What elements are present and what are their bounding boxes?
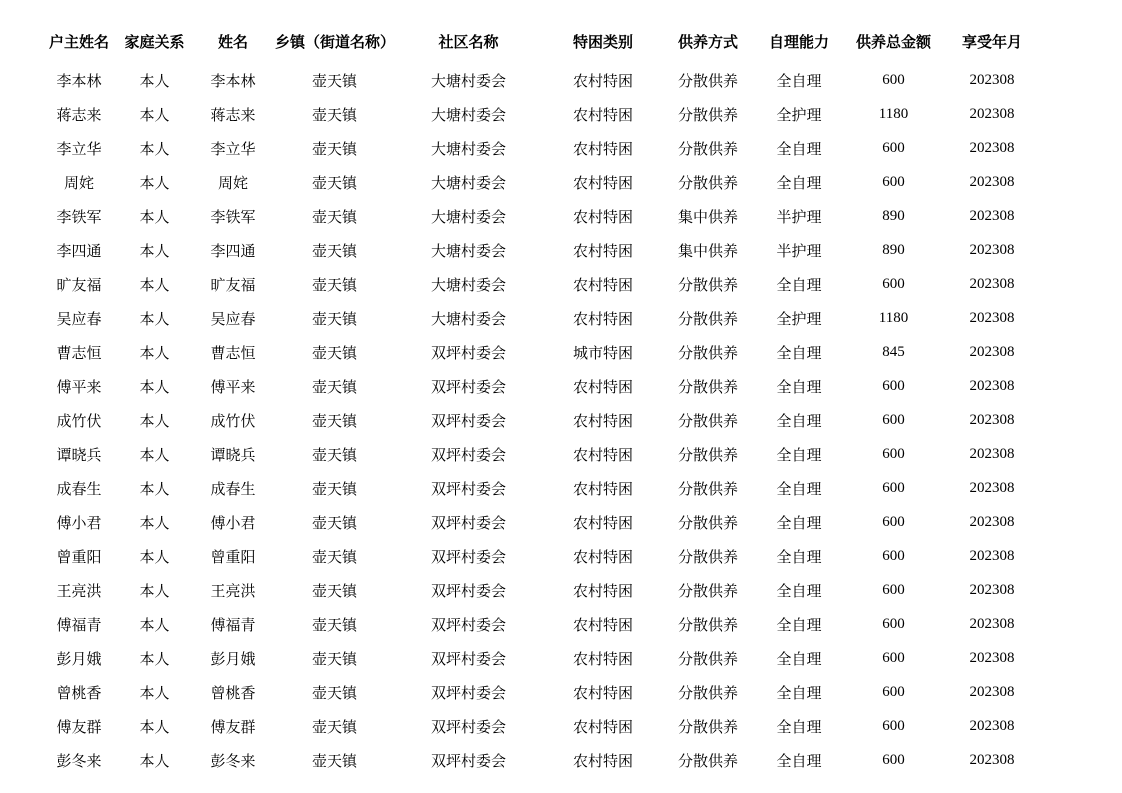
cell-householder: 曹志恒 <box>56 345 102 362</box>
cell-period: 202308 <box>969 751 1015 768</box>
cell-relation: 本人 <box>139 583 170 600</box>
cell-householder: 蒋志来 <box>56 107 102 124</box>
cell-category: 农村特困 <box>572 141 633 158</box>
cell-period: 202308 <box>969 241 1015 258</box>
cell-period: 202308 <box>969 207 1015 224</box>
table-row <box>40 641 1042 675</box>
cell-period: 202308 <box>969 615 1015 632</box>
cell-amount: 600 <box>882 547 905 564</box>
cell-amount: 600 <box>882 71 905 88</box>
cell-period: 202308 <box>969 377 1015 394</box>
cell-relation: 本人 <box>139 685 170 702</box>
cell-period: 202308 <box>969 71 1015 88</box>
cell-period: 202308 <box>969 649 1015 666</box>
cell-support_method: 分散供养 <box>677 141 738 158</box>
table-body <box>40 63 1042 777</box>
cell-support_method: 分散供养 <box>677 515 738 532</box>
cell-township: 壶天镇 <box>311 753 357 770</box>
cell-amount: 890 <box>882 241 905 258</box>
cell-name: 周姹 <box>217 175 248 192</box>
table-row <box>40 165 1042 199</box>
cell-category: 农村特困 <box>572 583 633 600</box>
cell-householder: 曾重阳 <box>56 549 102 566</box>
cell-relation: 本人 <box>139 73 170 90</box>
cell-township: 壶天镇 <box>311 107 357 124</box>
cell-amount: 1180 <box>878 105 909 122</box>
cell-relation: 本人 <box>139 141 170 158</box>
cell-householder: 傅福青 <box>56 617 102 634</box>
cell-selfcare: 全自理 <box>776 549 822 566</box>
cell-householder: 李本林 <box>56 73 102 90</box>
cell-selfcare: 全自理 <box>776 73 822 90</box>
cell-name: 傅福青 <box>210 617 256 634</box>
cell-relation: 本人 <box>139 549 170 566</box>
cell-category: 农村特困 <box>572 651 633 668</box>
table-row <box>40 539 1042 573</box>
cell-township: 壶天镇 <box>311 685 357 702</box>
cell-community: 双坪村委会 <box>430 583 506 600</box>
cell-community: 双坪村委会 <box>430 515 506 532</box>
cell-category: 农村特困 <box>572 311 633 328</box>
table-row <box>40 403 1042 437</box>
cell-amount: 600 <box>882 649 905 666</box>
cell-name: 李立华 <box>210 141 256 158</box>
table-row <box>40 97 1042 131</box>
cell-category: 农村特困 <box>572 107 633 124</box>
cell-community: 大塘村委会 <box>430 73 506 90</box>
cell-selfcare: 全自理 <box>776 753 822 770</box>
cell-selfcare: 全自理 <box>776 175 822 192</box>
column-header-community: 社区名称 <box>438 35 499 51</box>
cell-township: 壶天镇 <box>311 379 357 396</box>
cell-community: 双坪村委会 <box>430 617 506 634</box>
cell-name: 王亮洪 <box>210 583 256 600</box>
cell-township: 壶天镇 <box>311 651 357 668</box>
cell-township: 壶天镇 <box>311 73 357 90</box>
cell-householder: 曾桃香 <box>56 685 102 702</box>
cell-period: 202308 <box>969 275 1015 292</box>
cell-category: 农村特困 <box>572 175 633 192</box>
welfare-recipients-table <box>40 0 1042 777</box>
cell-name: 彭月娥 <box>210 651 256 668</box>
table-row <box>40 369 1042 403</box>
cell-name: 成竹伏 <box>210 413 256 430</box>
cell-category: 农村特困 <box>572 379 633 396</box>
cell-selfcare: 全自理 <box>776 583 822 600</box>
cell-amount: 600 <box>882 513 905 530</box>
cell-township: 壶天镇 <box>311 481 357 498</box>
cell-township: 壶天镇 <box>311 549 357 566</box>
cell-relation: 本人 <box>139 719 170 736</box>
cell-amount: 600 <box>882 683 905 700</box>
cell-period: 202308 <box>969 343 1015 360</box>
cell-relation: 本人 <box>139 379 170 396</box>
cell-selfcare: 半护理 <box>776 209 822 226</box>
cell-amount: 600 <box>882 479 905 496</box>
cell-name: 李四通 <box>210 243 256 260</box>
cell-selfcare: 全自理 <box>776 651 822 668</box>
cell-relation: 本人 <box>139 243 170 260</box>
cell-relation: 本人 <box>139 209 170 226</box>
cell-name: 曹志恒 <box>210 345 256 362</box>
cell-support_method: 分散供养 <box>677 447 738 464</box>
cell-period: 202308 <box>969 411 1015 428</box>
table-row <box>40 63 1042 97</box>
table-row <box>40 607 1042 641</box>
cell-name: 彭冬来 <box>210 753 256 770</box>
table-row <box>40 743 1042 777</box>
cell-householder: 谭晓兵 <box>56 447 102 464</box>
column-header-period: 享受年月 <box>961 35 1022 51</box>
cell-community: 大塘村委会 <box>430 243 506 260</box>
cell-category: 农村特困 <box>572 481 633 498</box>
cell-name: 李本林 <box>210 73 256 90</box>
column-header-name: 姓名 <box>217 35 248 51</box>
cell-support_method: 分散供养 <box>677 617 738 634</box>
cell-name: 成春生 <box>210 481 256 498</box>
cell-support_method: 分散供养 <box>677 549 738 566</box>
cell-support_method: 集中供养 <box>677 209 738 226</box>
column-header-category: 特困类别 <box>572 35 633 51</box>
cell-category: 农村特困 <box>572 243 633 260</box>
cell-category: 农村特困 <box>572 277 633 294</box>
cell-amount: 600 <box>882 173 905 190</box>
cell-township: 壶天镇 <box>311 277 357 294</box>
cell-name: 傅平来 <box>210 379 256 396</box>
table-row <box>40 233 1042 267</box>
cell-category: 农村特困 <box>572 413 633 430</box>
cell-relation: 本人 <box>139 175 170 192</box>
column-header-support_method: 供养方式 <box>677 35 738 51</box>
cell-township: 壶天镇 <box>311 413 357 430</box>
table-row <box>40 301 1042 335</box>
cell-community: 大塘村委会 <box>430 311 506 328</box>
cell-period: 202308 <box>969 173 1015 190</box>
cell-name: 傅小君 <box>210 515 256 532</box>
cell-community: 大塘村委会 <box>430 209 506 226</box>
table-row <box>40 505 1042 539</box>
cell-householder: 吴应春 <box>56 311 102 328</box>
cell-support_method: 分散供养 <box>677 685 738 702</box>
cell-community: 双坪村委会 <box>430 685 506 702</box>
cell-category: 农村特困 <box>572 685 633 702</box>
cell-community: 双坪村委会 <box>430 345 506 362</box>
cell-amount: 600 <box>882 377 905 394</box>
cell-township: 壶天镇 <box>311 141 357 158</box>
cell-community: 大塘村委会 <box>430 277 506 294</box>
cell-support_method: 分散供养 <box>677 277 738 294</box>
cell-amount: 600 <box>882 615 905 632</box>
cell-relation: 本人 <box>139 753 170 770</box>
cell-selfcare: 全自理 <box>776 447 822 464</box>
column-header-selfcare: 自理能力 <box>768 35 829 51</box>
cell-category: 农村特困 <box>572 617 633 634</box>
cell-householder: 傅小君 <box>56 515 102 532</box>
cell-relation: 本人 <box>139 277 170 294</box>
cell-name: 李铁军 <box>210 209 256 226</box>
cell-community: 双坪村委会 <box>430 481 506 498</box>
table-row <box>40 335 1042 369</box>
cell-relation: 本人 <box>139 413 170 430</box>
column-header-township: 乡镇（街道名称） <box>275 35 396 51</box>
cell-selfcare: 全护理 <box>776 311 822 328</box>
cell-relation: 本人 <box>139 345 170 362</box>
cell-category: 城市特困 <box>572 345 633 362</box>
cell-period: 202308 <box>969 513 1015 530</box>
cell-selfcare: 全护理 <box>776 107 822 124</box>
cell-support_method: 分散供养 <box>677 413 738 430</box>
cell-township: 壶天镇 <box>311 617 357 634</box>
cell-amount: 600 <box>882 139 905 156</box>
cell-support_method: 分散供养 <box>677 583 738 600</box>
cell-selfcare: 全自理 <box>776 719 822 736</box>
cell-amount: 600 <box>882 275 905 292</box>
cell-amount: 600 <box>882 717 905 734</box>
cell-support_method: 分散供养 <box>677 719 738 736</box>
cell-period: 202308 <box>969 683 1015 700</box>
cell-support_method: 分散供养 <box>677 73 738 90</box>
cell-name: 曾重阳 <box>210 549 256 566</box>
cell-householder: 彭冬来 <box>56 753 102 770</box>
cell-selfcare: 全自理 <box>776 379 822 396</box>
cell-community: 双坪村委会 <box>430 447 506 464</box>
cell-householder: 李立华 <box>56 141 102 158</box>
cell-category: 农村特困 <box>572 447 633 464</box>
cell-support_method: 分散供养 <box>677 311 738 328</box>
cell-community: 双坪村委会 <box>430 753 506 770</box>
cell-relation: 本人 <box>139 651 170 668</box>
cell-period: 202308 <box>969 105 1015 122</box>
cell-householder: 傅平来 <box>56 379 102 396</box>
cell-period: 202308 <box>969 547 1015 564</box>
cell-support_method: 分散供养 <box>677 175 738 192</box>
cell-name: 蒋志来 <box>210 107 256 124</box>
cell-amount: 1180 <box>878 309 909 326</box>
table-row <box>40 471 1042 505</box>
cell-householder: 成竹伏 <box>56 413 102 430</box>
table-row <box>40 573 1042 607</box>
cell-amount: 845 <box>882 343 905 360</box>
cell-township: 壶天镇 <box>311 583 357 600</box>
cell-township: 壶天镇 <box>311 515 357 532</box>
cell-support_method: 分散供养 <box>677 481 738 498</box>
cell-selfcare: 全自理 <box>776 345 822 362</box>
cell-support_method: 分散供养 <box>677 753 738 770</box>
cell-selfcare: 全自理 <box>776 277 822 294</box>
cell-township: 壶天镇 <box>311 345 357 362</box>
cell-category: 农村特困 <box>572 209 633 226</box>
cell-name: 旷友福 <box>210 277 256 294</box>
cell-category: 农村特困 <box>572 549 633 566</box>
cell-period: 202308 <box>969 309 1015 326</box>
cell-support_method: 集中供养 <box>677 243 738 260</box>
cell-amount: 600 <box>882 411 905 428</box>
cell-relation: 本人 <box>139 107 170 124</box>
cell-householder: 成春生 <box>56 481 102 498</box>
cell-householder: 李四通 <box>56 243 102 260</box>
cell-relation: 本人 <box>139 311 170 328</box>
cell-category: 农村特困 <box>572 719 633 736</box>
cell-name: 吴应春 <box>210 311 256 328</box>
cell-category: 农村特困 <box>572 753 633 770</box>
cell-amount: 890 <box>882 207 905 224</box>
cell-township: 壶天镇 <box>311 447 357 464</box>
cell-community: 大塘村委会 <box>430 107 506 124</box>
cell-community: 双坪村委会 <box>430 413 506 430</box>
cell-householder: 彭月娥 <box>56 651 102 668</box>
cell-selfcare: 全自理 <box>776 413 822 430</box>
cell-township: 壶天镇 <box>311 311 357 328</box>
cell-category: 农村特困 <box>572 515 633 532</box>
cell-community: 双坪村委会 <box>430 719 506 736</box>
table-row <box>40 675 1042 709</box>
cell-period: 202308 <box>969 479 1015 496</box>
cell-selfcare: 半护理 <box>776 243 822 260</box>
column-header-householder: 户主姓名 <box>48 35 109 51</box>
cell-support_method: 分散供养 <box>677 379 738 396</box>
cell-support_method: 分散供养 <box>677 651 738 668</box>
table-header-row <box>40 0 1042 63</box>
table-row <box>40 437 1042 471</box>
cell-relation: 本人 <box>139 481 170 498</box>
cell-amount: 600 <box>882 445 905 462</box>
cell-support_method: 分散供养 <box>677 107 738 124</box>
cell-township: 壶天镇 <box>311 175 357 192</box>
cell-community: 大塘村委会 <box>430 175 506 192</box>
cell-period: 202308 <box>969 581 1015 598</box>
cell-community: 大塘村委会 <box>430 141 506 158</box>
cell-township: 壶天镇 <box>311 719 357 736</box>
cell-period: 202308 <box>969 139 1015 156</box>
cell-householder: 李铁军 <box>56 209 102 226</box>
column-header-relation: 家庭关系 <box>124 35 185 51</box>
cell-name: 谭晓兵 <box>210 447 256 464</box>
cell-selfcare: 全自理 <box>776 481 822 498</box>
cell-name: 曾桃香 <box>210 685 256 702</box>
cell-householder: 周姹 <box>63 175 94 192</box>
cell-category: 农村特困 <box>572 73 633 90</box>
cell-township: 壶天镇 <box>311 243 357 260</box>
table-row <box>40 199 1042 233</box>
cell-support_method: 分散供养 <box>677 345 738 362</box>
cell-period: 202308 <box>969 717 1015 734</box>
cell-community: 双坪村委会 <box>430 379 506 396</box>
cell-relation: 本人 <box>139 515 170 532</box>
cell-householder: 傅友群 <box>56 719 102 736</box>
cell-selfcare: 全自理 <box>776 685 822 702</box>
cell-relation: 本人 <box>139 447 170 464</box>
cell-selfcare: 全自理 <box>776 617 822 634</box>
table-row <box>40 267 1042 301</box>
cell-relation: 本人 <box>139 617 170 634</box>
cell-selfcare: 全自理 <box>776 515 822 532</box>
cell-amount: 600 <box>882 581 905 598</box>
table-row <box>40 131 1042 165</box>
cell-period: 202308 <box>969 445 1015 462</box>
cell-selfcare: 全自理 <box>776 141 822 158</box>
cell-name: 傅友群 <box>210 719 256 736</box>
cell-householder: 王亮洪 <box>56 583 102 600</box>
cell-householder: 旷友福 <box>56 277 102 294</box>
cell-amount: 600 <box>882 751 905 768</box>
cell-township: 壶天镇 <box>311 209 357 226</box>
cell-community: 双坪村委会 <box>430 651 506 668</box>
cell-community: 双坪村委会 <box>430 549 506 566</box>
table-row <box>40 709 1042 743</box>
column-header-amount: 供养总金额 <box>855 35 931 51</box>
